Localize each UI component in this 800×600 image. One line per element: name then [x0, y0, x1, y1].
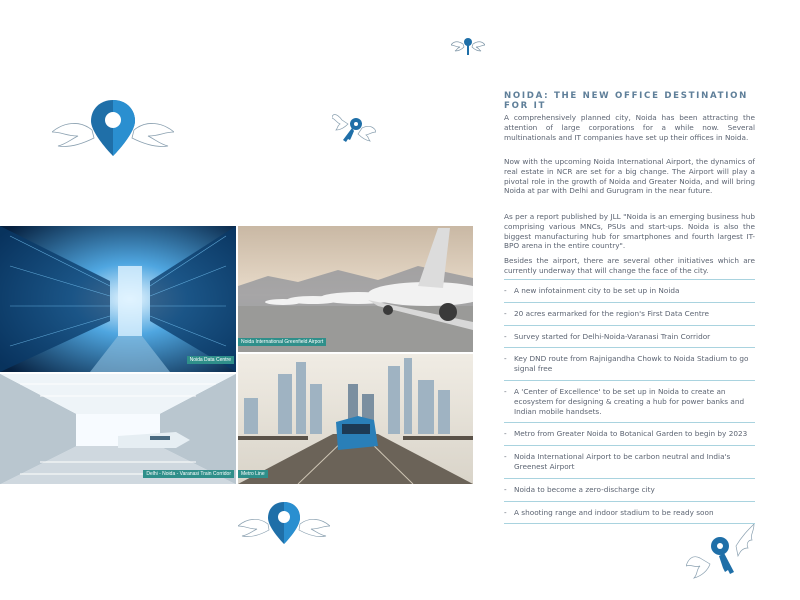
list-item: - A 'Center of Excellence' to be set up in Noida to create an ecosystem for designing & creating a hub for power banks and Indian mobile handsets.	[504, 381, 755, 423]
winged-key-icon	[686, 522, 756, 584]
list-item: - 20 acres earmarked for the region's First Data Centre	[504, 303, 755, 326]
photo-caption: Noida Data Centre	[187, 356, 234, 364]
photo-caption: Metro Line	[238, 470, 268, 478]
intro-paragraph: A comprehensively planned city, Noida has been attracting the attention of large corporations for a while now. Several multinationals and IT companies have set up their offices in Noida.	[504, 113, 755, 142]
photo-caption: Noida International Greenfield Airport	[238, 338, 326, 346]
initiatives-list	[504, 279, 755, 524]
list-item: - Noida to become a zero-discharge city	[504, 479, 755, 502]
data-centre-photo	[0, 226, 236, 372]
train-corridor-photo	[0, 374, 236, 484]
winged-key-icon	[451, 36, 485, 58]
airport-paragraph: Now with the upcoming Noida International Airport, the dynamics of real estate in NCR are set for a big change. The Airport will play a pivotal role in the growth of Noida and Greater Noida, and will bring Noida at par with Delhi and Gurugram in the near future.	[504, 157, 755, 196]
list-item: - Metro from Greater Noida to Botanical Garden to begin by 2023	[504, 423, 755, 446]
page-heading: NOIDA: THE NEW OFFICE DESTINATION FOR IT	[504, 91, 749, 111]
metro-line-photo	[238, 354, 473, 484]
list-item: - A new infotainment city to be set up in Noida	[504, 280, 755, 303]
list-item: - A shooting range and indoor stadium to be ready soon	[504, 502, 755, 525]
photo-caption: Delhi - Noida - Varanasi Train Corridor	[143, 470, 234, 478]
list-item: - Key DND route from Rajnigandha Chowk to Noida Stadium to go signal free	[504, 348, 755, 381]
winged-location-pin-icon	[238, 502, 330, 546]
winged-location-pin-icon	[52, 100, 174, 158]
jll-report-paragraph: As per a report published by JLL "Noida is an emerging business hub comprising various MNCs, PSUs and start-ups. Noida is also the biggest manufacturing hub for smartphones and fourth largest IT-BPO arena in the entire country".	[504, 212, 755, 251]
initiatives-intro-paragraph: Besides the airport, there are several other initiatives which are currently underway that will change the face of the city.	[504, 256, 755, 275]
list-item: - Survey started for Delhi-Noida-Varanasi Train Corridor	[504, 326, 755, 349]
list-item: - Noida International Airport to be carbon neutral and India's Greenest Airport	[504, 446, 755, 479]
winged-key-icon	[332, 106, 376, 150]
airport-photo	[238, 226, 473, 352]
